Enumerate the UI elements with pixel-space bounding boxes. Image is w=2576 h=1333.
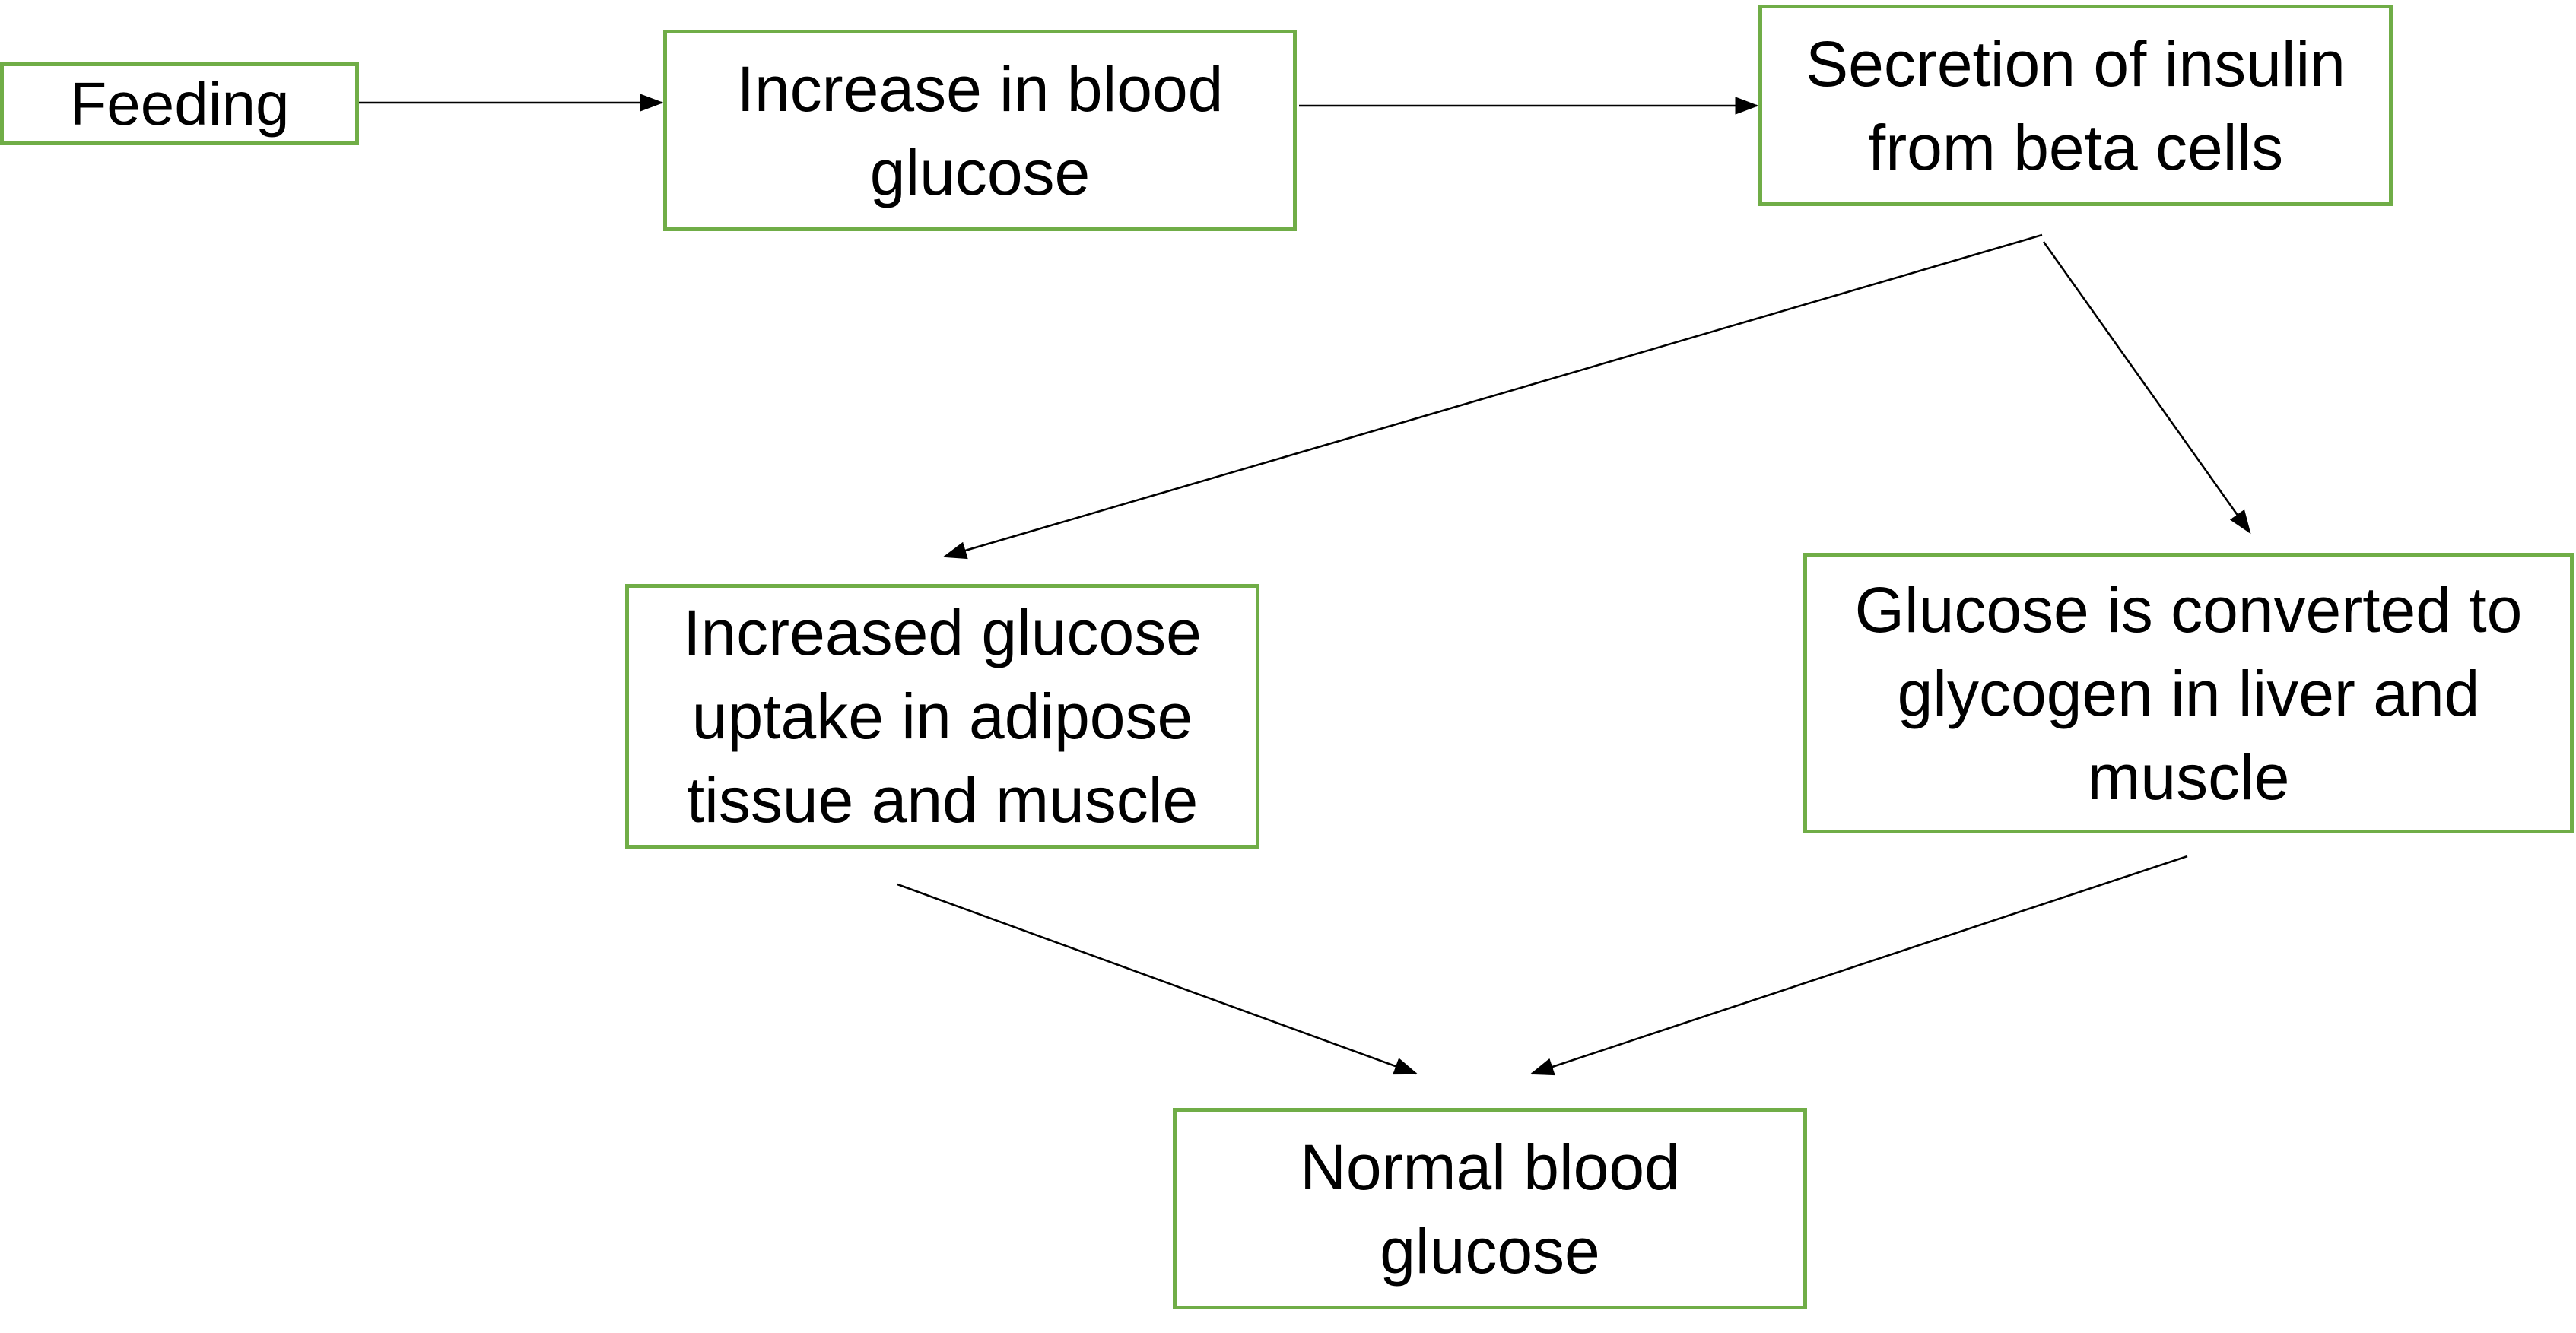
arrow-uptake-to-normal	[897, 884, 1416, 1074]
node-normal-blood-glucose	[1173, 1108, 1807, 1309]
node-insulin-secretion	[1758, 5, 2393, 206]
node-glucose-uptake	[625, 584, 1259, 849]
node-increase-blood-glucose-label: Increase in blood glucose	[736, 52, 1224, 208]
node-glycogen-conversion-label: Glucose is converted to glycogen in liver and muscle	[1854, 573, 2523, 813]
node-normal-blood-glucose-label: Normal blood glucose	[1300, 1131, 1680, 1287]
arrow-insulin-to-glycogen	[2044, 242, 2250, 532]
node-insulin-secretion-label: Secretion of insulin from beta cells	[1806, 27, 2346, 183]
node-glycogen-conversion	[1803, 553, 2574, 833]
arrow-glycogen-to-normal	[1532, 856, 2187, 1074]
node-feeding	[0, 62, 359, 145]
arrow-insulin-to-uptake	[945, 235, 2042, 557]
node-feeding-label: Feeding	[69, 69, 290, 138]
node-glucose-uptake-label: Increased glucose uptake in adipose tissue and muscle	[683, 597, 1202, 836]
node-increase-blood-glucose	[663, 30, 1297, 231]
